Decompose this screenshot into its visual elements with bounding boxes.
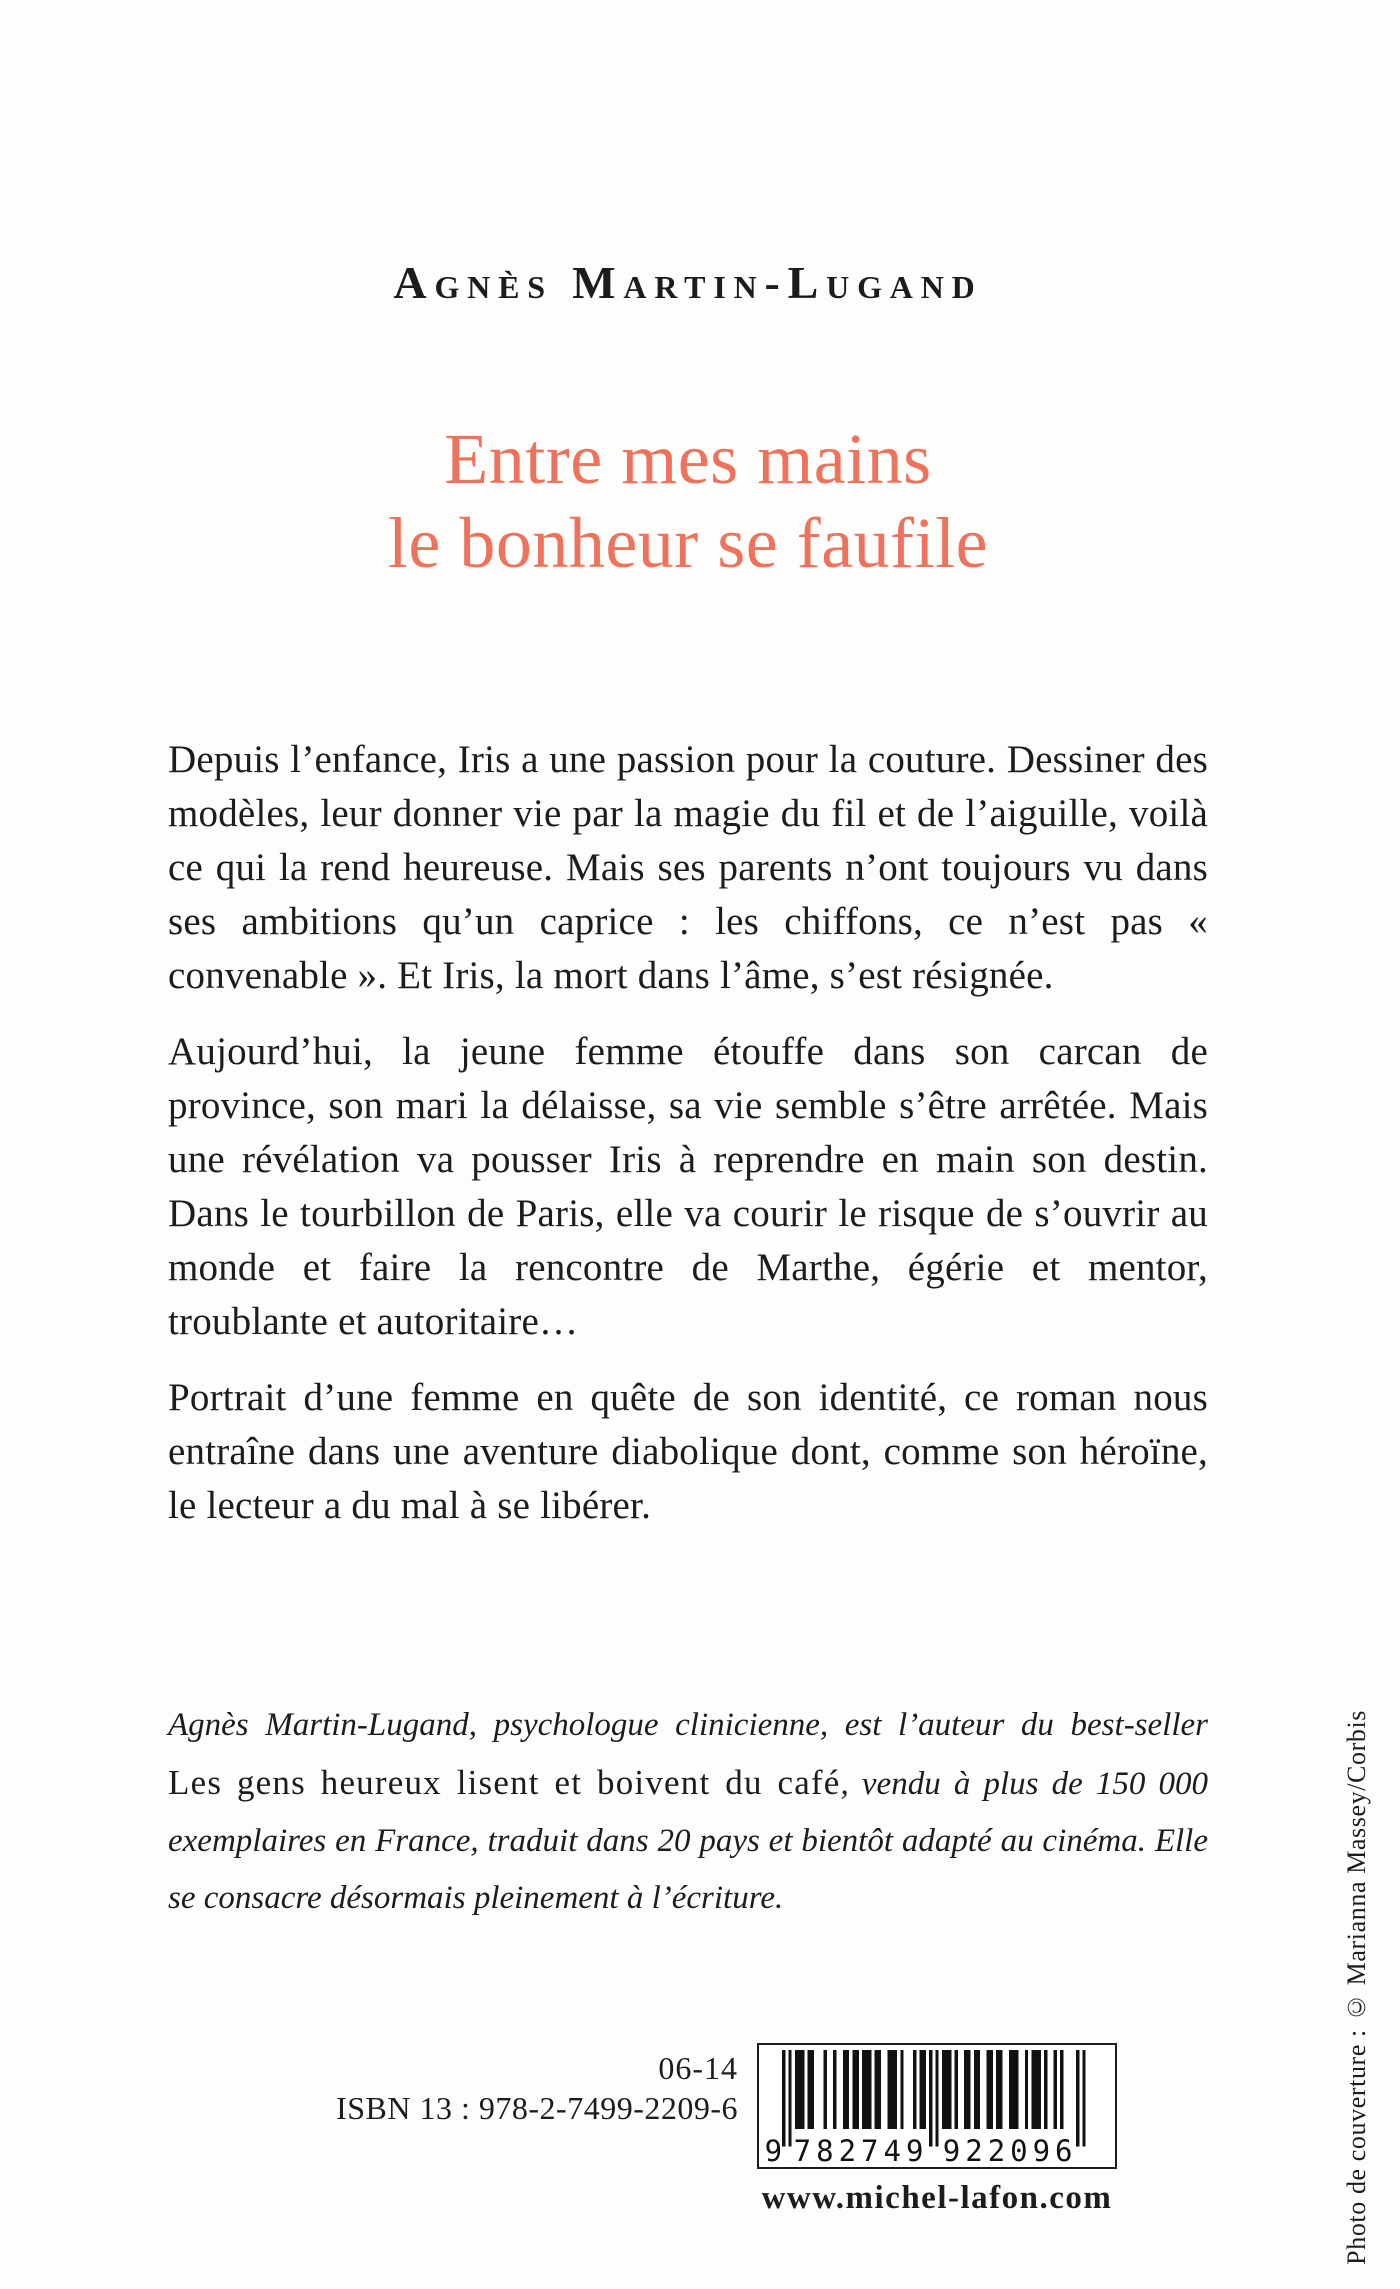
synopsis-paragraph-2: Aujourd’hui, la jeune femme étouffe dans son carcan de province, son mari la délaisse, sa vie semble s’être arrêtée. Mais une révélation va pousser Iris à reprendre en main son destin. Dans le tourbillon de Paris, elle va courir le risque de s’ouvrir au monde et faire la rencontre de Marthe, égérie et mentor, troublante et autoritaire… <box>168 1030 1208 1343</box>
barcode-digits: 922096 <box>942 2134 1073 2167</box>
ean13-barcode <box>757 2043 1117 2169</box>
isbn-number: ISBN 13 : 978-2-7499-2209-6 <box>336 2090 738 2126</box>
publisher-website: www.michel-lafon.com <box>761 2180 1113 2216</box>
synopsis-paragraph-3: Portrait d’une femme en quête de son identité, ce roman nous entraîne dans une aventure diabolique dont, comme son héroïne, le lecteur a du mal à se libérer. <box>168 1376 1208 1527</box>
barcode-bars <box>759 2045 1115 2167</box>
synopsis <box>168 733 1208 1555</box>
bio-segment-italic: Agnès Martin-Lugand, psychologue clinicienne, est l’auteur du best-seller <box>168 1707 1208 1743</box>
author-bio <box>168 1697 1208 1927</box>
bio-segment-italic: , vendu à plus de 150 000 exemplaires en France, traduit dans 20 pays et bientôt adapté au cinéma. Elle se consacre désormais pleinement à l’écriture. <box>168 1766 1208 1916</box>
synopsis-paragraph-1: Depuis l’enfance, Iris a une passion pour la couture. Dessiner des modèles, leur donner vie par la magie du fil et de l’aiguille, voilà ce qui la rend heureuse. Mais ses parents n’ont toujours vu dans ses ambitions qu’un caprice : les chiffons, ce n’est pas « convenable ». Et Iris, la mort dans l’âme, s’est résignée. <box>168 738 1208 997</box>
barcode-digits: 782749 <box>793 2134 924 2167</box>
bio-segment-roman: Les gens heureux lisent et boivent du café <box>168 1763 841 1802</box>
book-title-line-2: le bonheur se faufile <box>387 502 989 583</box>
print-code: 06-14 <box>658 2050 738 2086</box>
author-name: Agnès Martin-Lugand <box>393 257 983 308</box>
photo-credit: Photo de couverture : © Marianna Massey/Corbis <box>1342 1710 1371 2265</box>
book-title-line-1: Entre mes mains <box>444 419 932 499</box>
book-title <box>168 418 1208 585</box>
barcode-digits: 9 <box>764 2134 783 2167</box>
